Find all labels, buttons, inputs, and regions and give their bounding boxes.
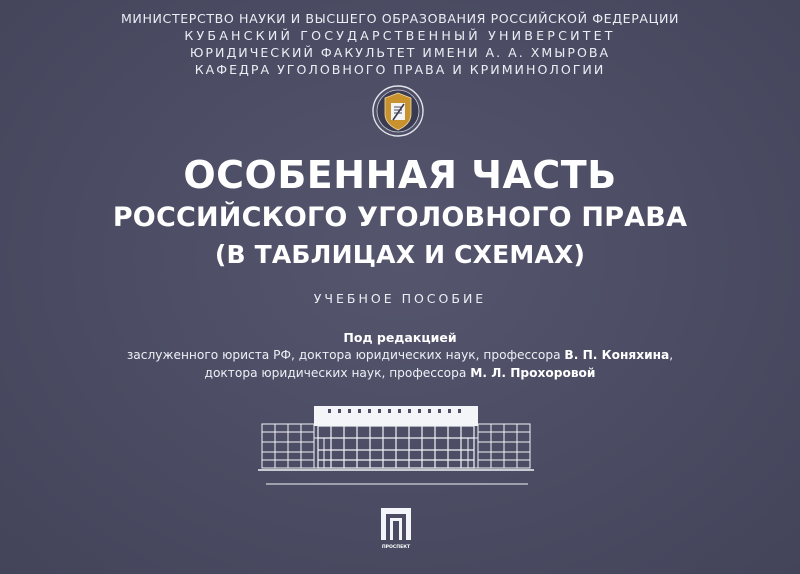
- ministry-line: МИНИСТЕРСТВО НАУКИ И ВЫСШЕГО ОБРАЗОВАНИЯ РОССИЙСКОЙ ФЕДЕРАЦИИ: [120, 11, 680, 26]
- editor-line-1: [0, 348, 800, 362]
- publisher-name: ПРОСПЕКТ: [381, 545, 411, 550]
- editor-1-suffix: ,: [669, 348, 674, 362]
- editors-label: Под редакцией: [343, 330, 457, 345]
- title-third-line: (В ТАБЛИЦАХ И СХЕМАХ): [214, 240, 586, 269]
- university-emblem-icon: [371, 84, 425, 138]
- department-line: КАФЕДРА УГОЛОВНОГО ПРАВА И КРИМИНОЛОГИИ: [194, 62, 606, 77]
- editor-2-name: М. Л. Прохоровой: [470, 366, 596, 380]
- editor-2-credentials: доктора юридических наук, профессора: [204, 366, 471, 380]
- faculty-line: ЮРИДИЧЕСКИЙ ФАКУЛЬТЕТ ИМЕНИ А. А. ХМЫРОВА: [189, 45, 611, 60]
- institution-header: [0, 10, 800, 78]
- editor-line-2: [0, 366, 800, 380]
- university-building-illustration: [258, 398, 534, 490]
- publisher-logo-icon: [378, 506, 414, 552]
- book-type: УЧЕБНОЕ ПОСОБИЕ: [313, 291, 487, 306]
- university-line: КУБАНСКИЙ ГОСУДАРСТВЕННЫЙ УНИВЕРСИТЕТ: [184, 28, 616, 43]
- editor-1-credentials: заслуженного юриста РФ, доктора юридических наук, профессора: [126, 348, 565, 362]
- title-main: ОСОБЕННАЯ ЧАСТЬ: [183, 153, 617, 197]
- editor-1-name: В. П. Коняхина: [564, 348, 670, 362]
- title-second-line: РОССИЙСКОГО УГОЛОВНОГО ПРАВА: [112, 202, 688, 233]
